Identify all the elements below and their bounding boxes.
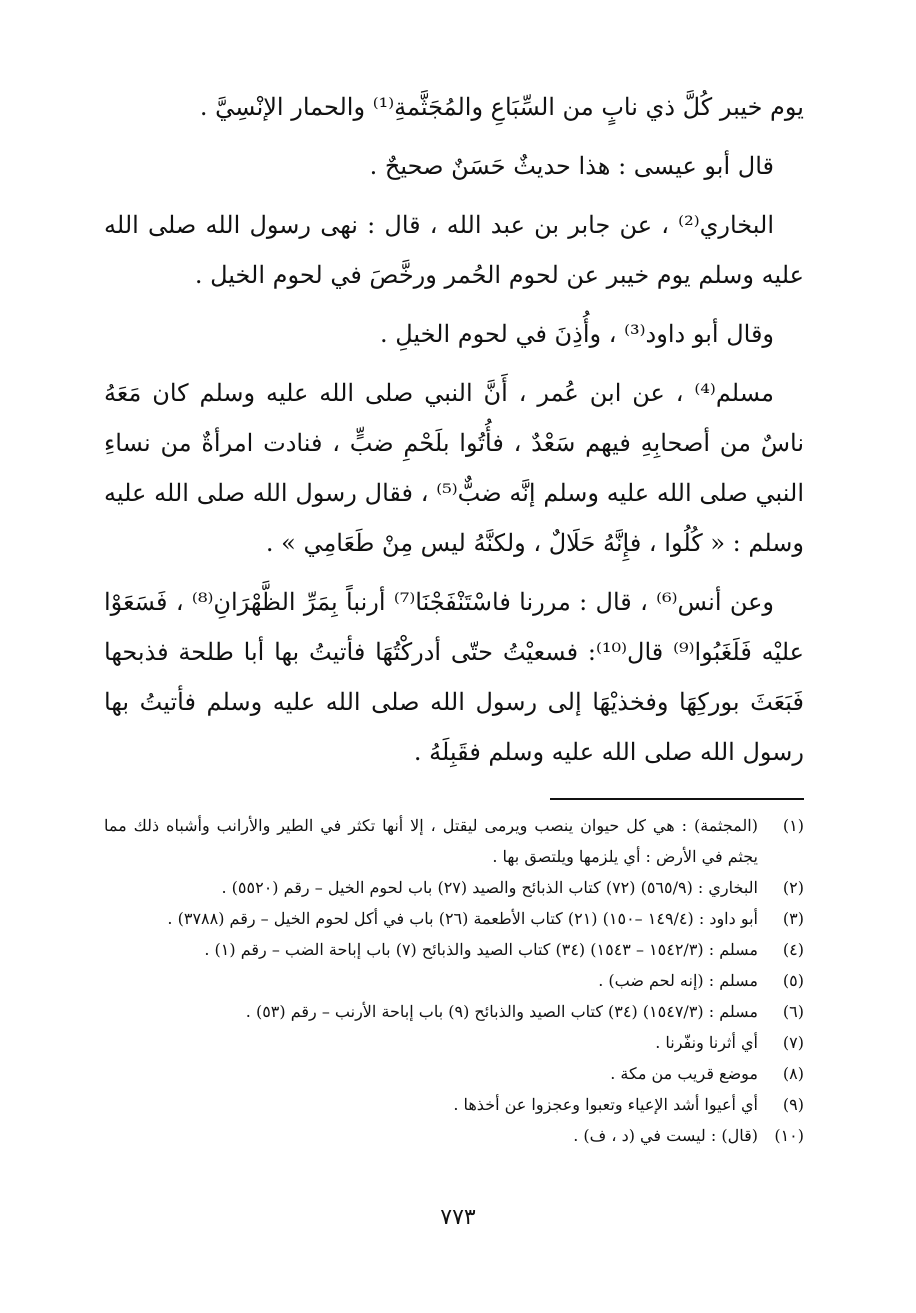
- footnote-text: (المجثمة) : هي كل حيوان ينصب ويرمى ليقتل ، إلا أنها تكثر في الطير والأرانب وأشباه ذلك مما يجثم في الأرض : أي يلزمها ويلتصق بها .: [104, 816, 758, 866]
- footnote-text: (قال) : ليست في (د ، ف) .: [573, 1126, 758, 1145]
- footnote: [104, 965, 804, 996]
- footnote: [104, 810, 804, 872]
- footnote-text: مسلم : (١٥٤٢/٣ – ١٥٤٣) (٣٤) كتاب الصيد والذبائح (٧) باب إباحة الضب – رقم (١) .: [204, 940, 758, 959]
- footnote-text: مسلم : (١٥٤٧/٣) (٣٤) كتاب الصيد والذبائح (٩) باب إباحة الأرنب – رقم (٥٣) .: [245, 1002, 758, 1021]
- footnote: [104, 996, 804, 1027]
- main-text: [104, 82, 804, 786]
- paragraph: البخاري⁽²⁾ ، عن جابر بن عبد الله ، قال : نهى رسول الله صلى الله عليه وسلم يوم خيبر عن لحوم الحُمر ورخَّصَ في لحوم الخيل .: [104, 211, 804, 289]
- footnote: [104, 1089, 804, 1120]
- footnote-number: (٧): [782, 1033, 804, 1052]
- footnote-number: (٢): [782, 878, 804, 897]
- paragraph: قال أبو عيسى : هذا حديثٌ حَسَنٌ صحيحٌ .: [369, 152, 774, 180]
- footnote-number: (٤): [782, 940, 804, 959]
- paragraph: وقال أبو داود⁽³⁾ ، وأُذِنَ في لحوم الخيلِ .: [379, 320, 774, 348]
- footnote-number: (٩): [782, 1095, 804, 1114]
- footnote-text: موضع قريب من مكة .: [610, 1064, 758, 1083]
- paragraph: يوم خيبر كُلَّ ذي نابٍ من السِّبَاعِ والمُجَثَّمةِ⁽¹⁾ والحمار الإنْسِيَّ .: [199, 93, 804, 121]
- footnote: [104, 903, 804, 934]
- footnote-number: (٣): [782, 909, 804, 928]
- footnote-text: أي أعيوا أشد الإعياء وتعبوا وعجزوا عن أخذها .: [453, 1095, 758, 1114]
- page-number: ٧٧٣: [440, 1205, 476, 1230]
- paragraph: مسلم⁽⁴⁾ ، عن ابن عُمر ، أَنَّ النبي صلى الله عليه وسلم كان مَعَهُ ناسٌ من أصحابِهِ فيهم سَعْدٌ ، فأُتُوا بلَحْمِ ضبٍّ ، فنادت امرأةٌ من نساءِ النبي صلى الله عليه وسلم إنَّه ضبٌّ⁽⁵⁾ ، فقال رسول الله صلى الله عليه وسلم : « كُلُوا ، فإِنَّهُ حَلَالٌ ، ولكنَّهُ ليس مِنْ طَعَامِي » .: [104, 379, 804, 557]
- footnote-text: البخاري : (٥٦٥/٩) (٧٢) كتاب الذبائح والصيد (٢٧) باب لحوم الخيل – رقم (٥٥٢٠) .: [221, 878, 758, 897]
- footnote: [104, 872, 804, 903]
- footnote: [104, 934, 804, 965]
- footnote-text: مسلم : (إنه لحم ضب) .: [598, 971, 758, 990]
- footnote-text: أبو داود : (١٤٩/٤ –١٥٠) (٢١) كتاب الأطعمة (٢٦) باب في أكل لحوم الخيل – رقم (٣٧٨٨) .: [167, 909, 758, 928]
- footnote-number: (٦): [782, 1002, 804, 1021]
- footnote-number: (٥): [782, 971, 804, 990]
- footnote-separator: [550, 798, 804, 800]
- footnote: [104, 1027, 804, 1058]
- footnote-number: (٨): [782, 1064, 804, 1083]
- footnote-number: (١٠): [774, 1126, 804, 1145]
- footnote: [104, 1120, 804, 1151]
- footnote: [104, 1058, 804, 1089]
- footnote-text: أي أثرنا ونفّرنا .: [655, 1033, 758, 1052]
- paragraph: وعن أنس⁽⁶⁾ ، قال : مررنا فاسْتَنْفَجْنَا⁽⁷⁾ أرنباً بِمَرِّ الظَّهْرَانِ⁽⁸⁾ ، فَسَعَوْا عليْه فَلَغَبُوا⁽⁹⁾ قال⁽¹⁰⁾: فسعيْتُ حتّى أدركْتُهَا فأتيتُ بها أبا طلحة فذبحها فَبَعَثَ بوركِهَا وفخذيْهَا إلى رسول الله صلى الله عليه وسلم فأتيتُ بها رسول الله صلى الله عليه وسلم فقَبِلَهُ .: [104, 588, 805, 766]
- footnotes: [104, 810, 804, 1151]
- footnote-number: (١): [782, 816, 804, 835]
